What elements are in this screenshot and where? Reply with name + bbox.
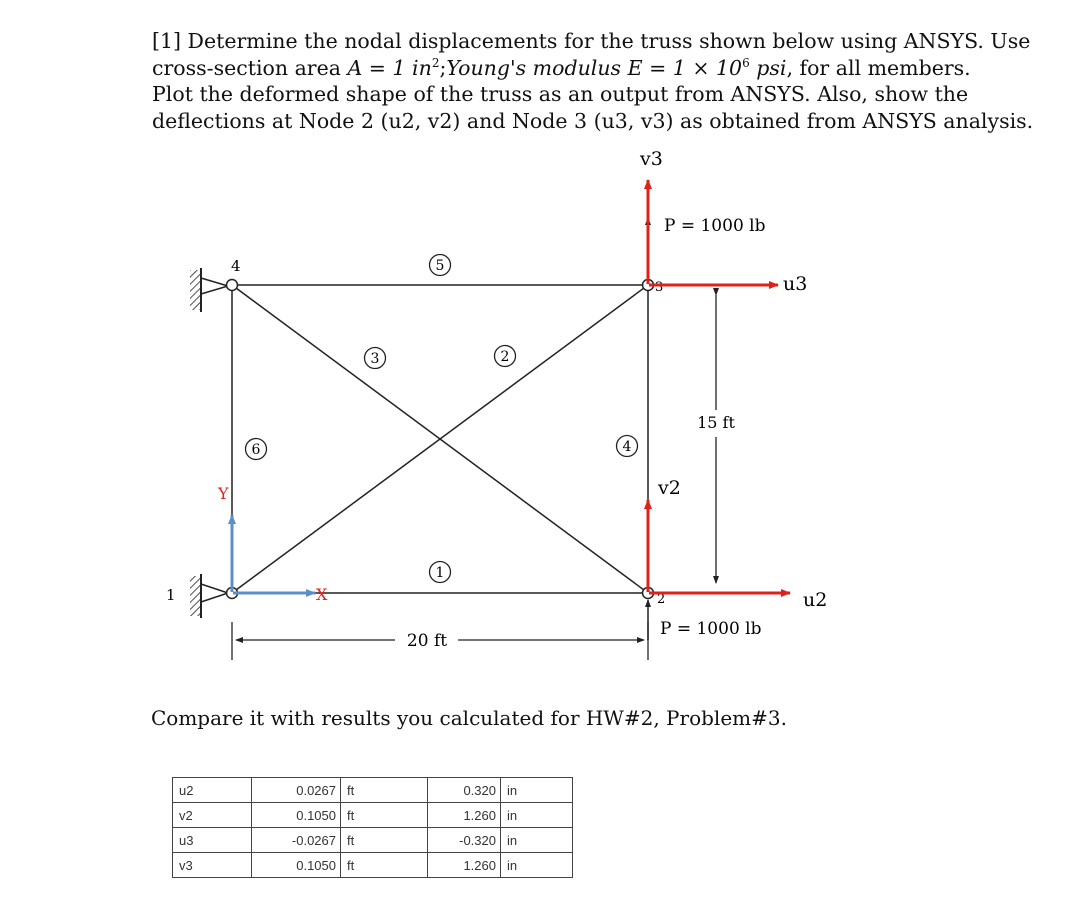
dof-cell: u3 — [173, 828, 252, 853]
in-value-cell: -0.320 — [428, 828, 501, 853]
semicolon: ; — [439, 55, 447, 80]
member-label-5 — [430, 255, 451, 276]
member-label-3 — [365, 348, 386, 369]
dof-v3-label: v3 — [640, 148, 663, 170]
axis-y-label: Y — [218, 484, 229, 503]
ft-value-cell: 0.0267 — [252, 778, 341, 803]
dof-cell: u2 — [173, 778, 252, 803]
dof-u2-label: u2 — [803, 589, 828, 611]
table-row — [173, 778, 573, 803]
area-exponent: 2 — [431, 55, 440, 70]
dimension-width-label: 20 ft — [406, 631, 448, 651]
member-label-1 — [430, 562, 451, 583]
modulus-unit: psi — [749, 55, 787, 80]
node-4-joint — [227, 280, 238, 291]
problem-line-4: deflections at Node 2 (u2, v2) and Node 3 (u3, v3) as obtained from ANSYS analysis. — [152, 108, 1034, 133]
member-label-6 — [246, 439, 267, 460]
wall-support-node-4 — [190, 268, 228, 312]
table-row — [173, 853, 573, 878]
node-label-2: 2 — [657, 592, 666, 607]
dof-u3-label: u3 — [783, 273, 808, 295]
svg-text:2: 2 — [500, 349, 510, 365]
in-value-cell: 1.260 — [428, 803, 501, 828]
in-unit-cell: in — [501, 853, 573, 878]
modulus-exponent: 6 — [742, 55, 750, 70]
in-unit-cell: in — [501, 828, 573, 853]
modulus-formula: Young's modulus E = 1 × 10 — [446, 55, 743, 80]
dof-cell: v2 — [173, 803, 252, 828]
truss-members — [232, 285, 648, 593]
dof-cell: v3 — [173, 853, 252, 878]
results-table — [172, 777, 573, 878]
svg-text:3: 3 — [370, 351, 380, 367]
dof-v2-label: v2 — [658, 477, 681, 499]
area-prefix: cross-section area — [152, 55, 348, 80]
ft-value-cell: 0.1050 — [252, 853, 341, 878]
table-row — [173, 828, 573, 853]
ft-unit-cell: ft — [341, 828, 428, 853]
area-suffix: , for all members. — [786, 55, 971, 80]
problem-line-3: Plot the deformed shape of the truss as an output from ANSYS. Also, show the — [152, 82, 969, 106]
svg-text:4: 4 — [622, 439, 632, 455]
wall-support-node-1 — [190, 574, 228, 618]
node-label-1: 1 — [166, 586, 176, 604]
area-formula: A = 1 in — [347, 55, 432, 80]
member-label-4 — [617, 436, 638, 457]
node-label-4: 4 — [231, 257, 241, 275]
load-label-bottom: P = 1000 lb — [660, 619, 762, 639]
axis-x-label: X — [316, 585, 328, 604]
load-label-top: P = 1000 lb — [664, 216, 766, 236]
in-unit-cell: in — [501, 803, 573, 828]
ft-unit-cell: ft — [341, 778, 428, 803]
in-value-cell: 0.320 — [428, 778, 501, 803]
member-label-2 — [495, 346, 516, 367]
node-label-3: 3 — [655, 280, 664, 295]
ft-value-cell: -0.0267 — [252, 828, 341, 853]
ft-value-cell: 0.1050 — [252, 803, 341, 828]
svg-text:5: 5 — [435, 258, 445, 274]
table-row — [173, 803, 573, 828]
in-unit-cell: in — [501, 778, 573, 803]
problem-line-1: [1] Determine the nodal displacements for the truss shown below using ANSYS. Use — [152, 29, 1031, 53]
dimension-height-label: 15 ft — [697, 413, 735, 432]
ft-unit-cell: ft — [341, 803, 428, 828]
in-value-cell: 1.260 — [428, 853, 501, 878]
svg-text:6: 6 — [251, 442, 261, 458]
ft-unit-cell: ft — [341, 853, 428, 878]
compare-instruction: Compare it with results you calculated for HW#2, Problem#3. — [151, 706, 787, 730]
svg-text:1: 1 — [435, 565, 445, 581]
